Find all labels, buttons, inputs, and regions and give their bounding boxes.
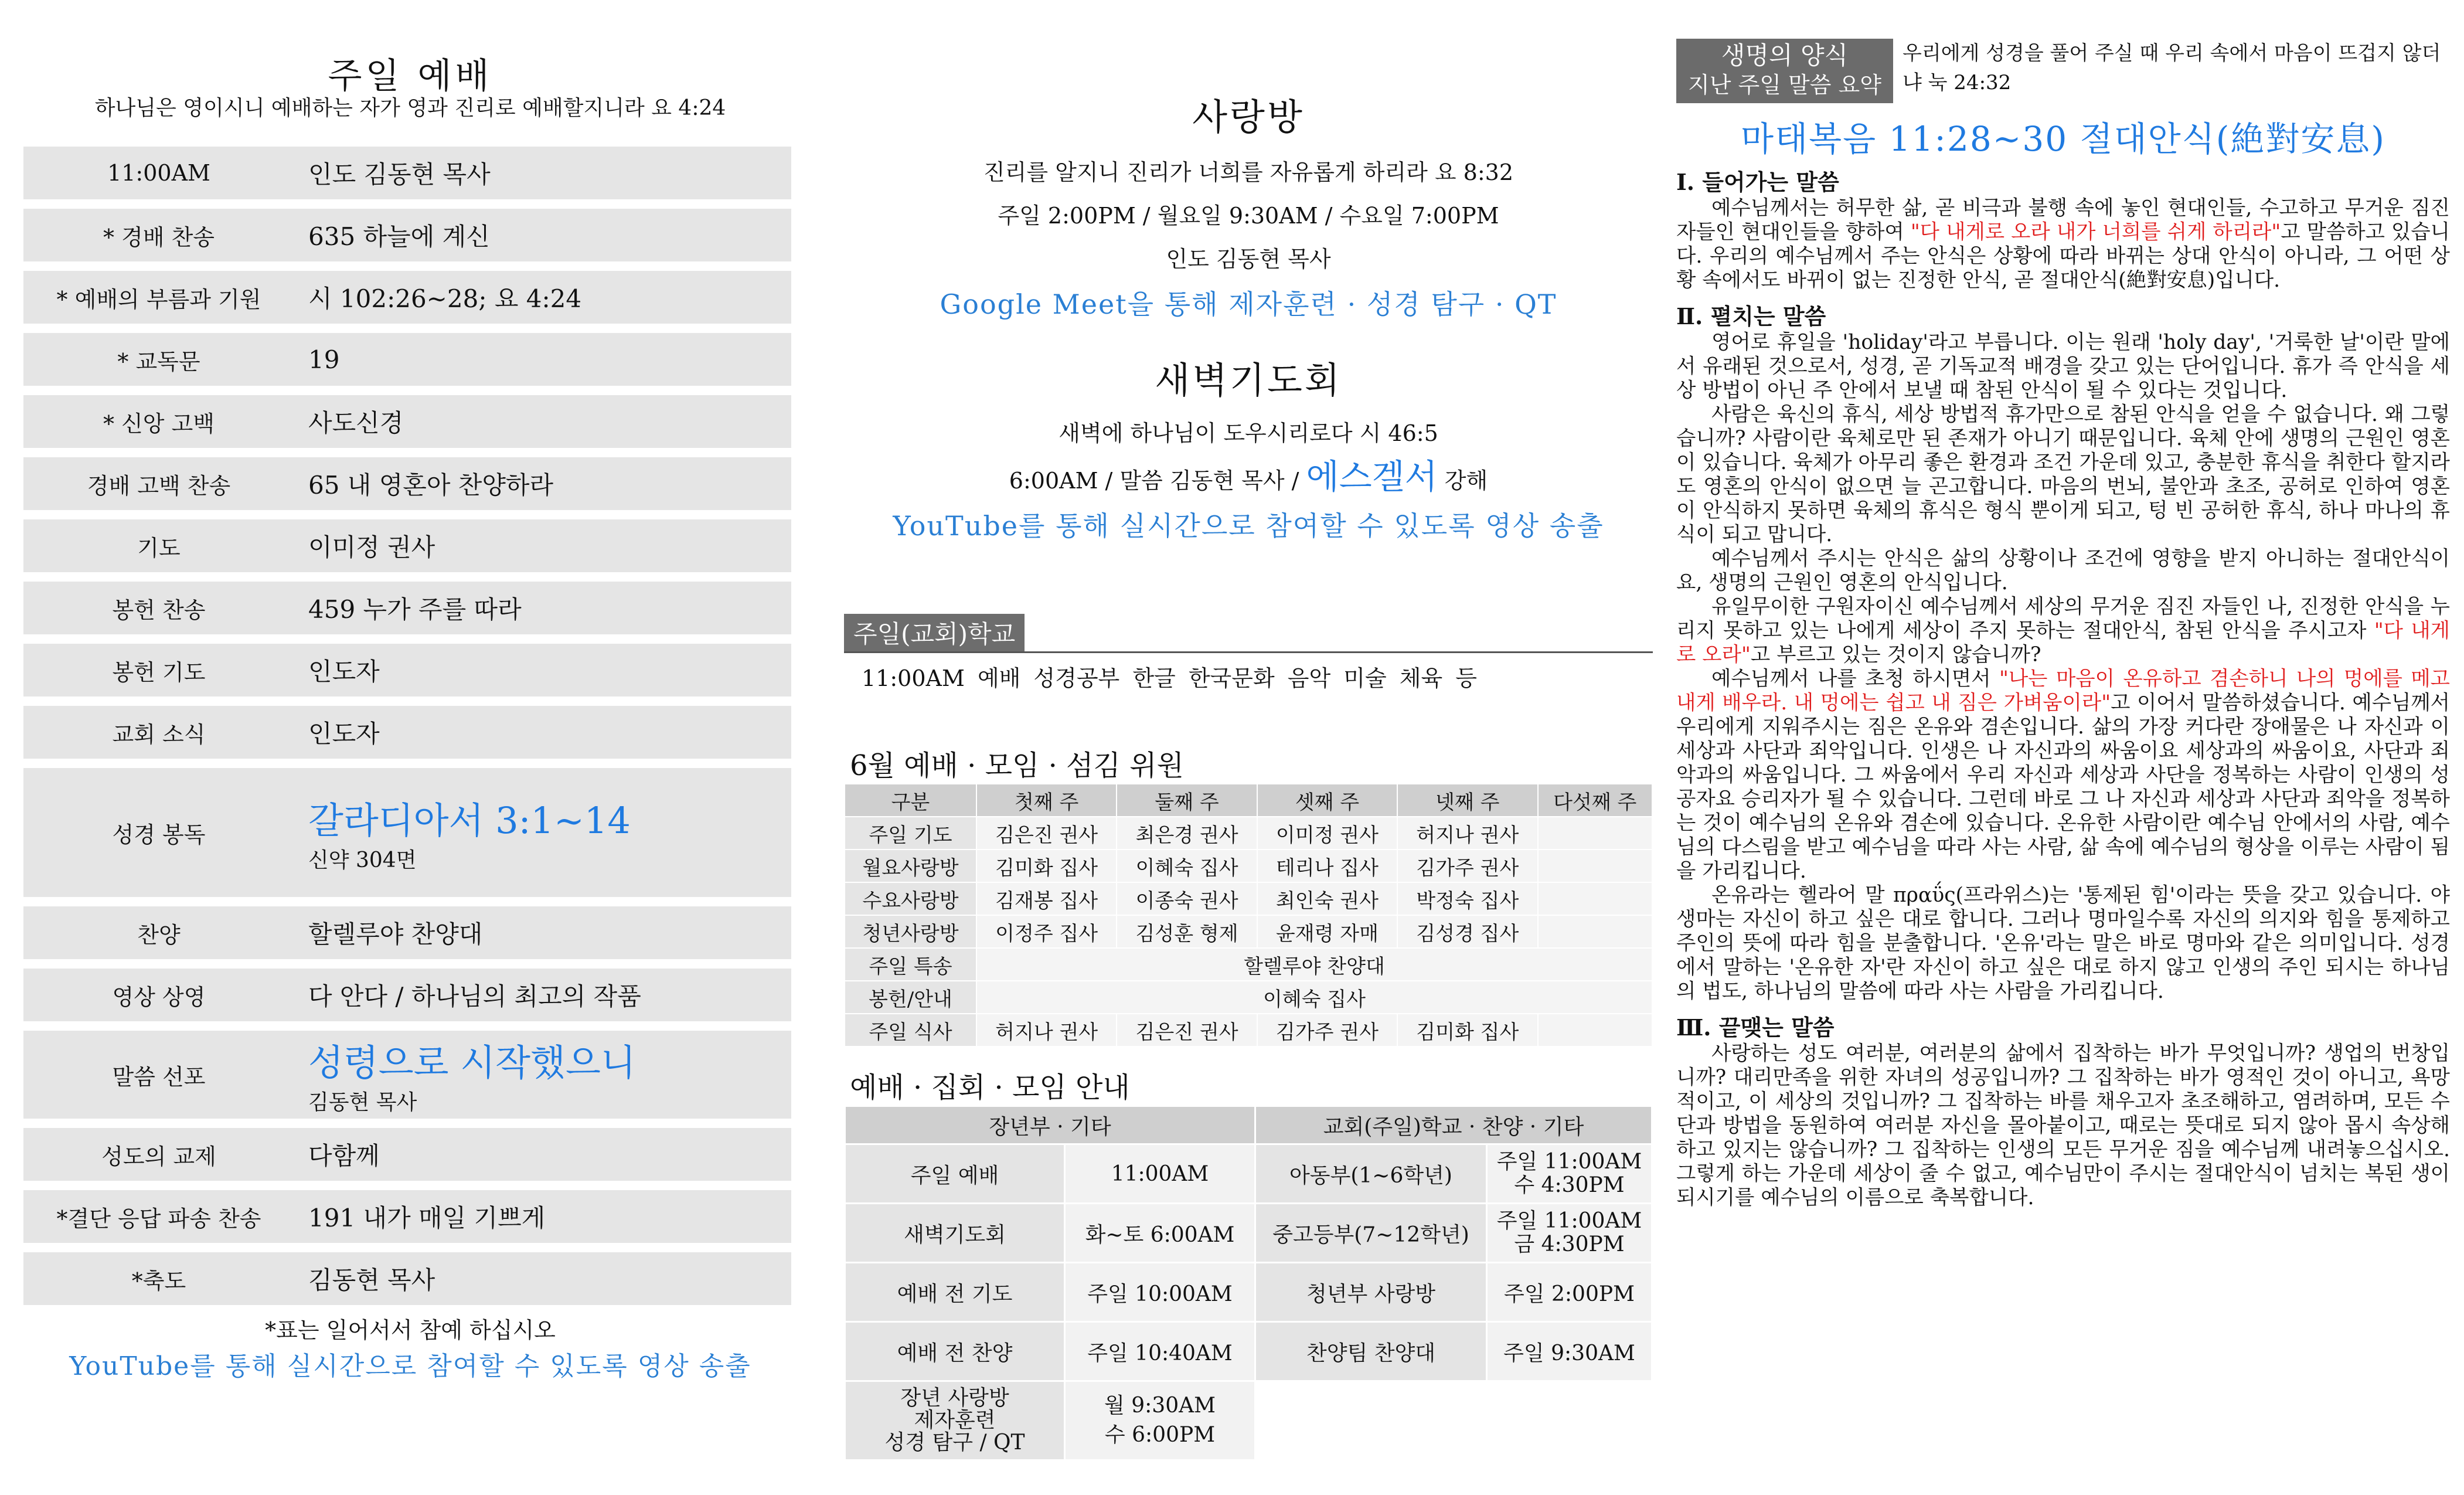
dawn-prayer-suffix: 강해 [1444,468,1488,494]
table-cell: 김은진 권사 [1117,1014,1257,1046]
order-row [23,457,791,510]
summary-paragraph: 영어로 휴일을 'holiday'라고 부릅니다. 이는 원래 'holy day', '거룩한 날'이란 말에서 유래된 것으로서, 성경, 곧 기독교적 배경을 갖고 있는 단어입니다. 휴가 즉 안식을 세상 방법이 아닌 주 안에서 보낼 때 참된 안식이 될 수 있다는 것입니다. [1676,331,2450,402]
dawn-prayer-title: 새벽기도회 [1155,359,1342,402]
dawn-prayer-time: 6:00AM / 말씀 김동현 목사 / [1009,468,1299,494]
table-cell: 김가주 권사 [1397,850,1537,882]
quote-text: "다 내게로 오라 내가 너희를 쉬게 하리라" [1910,220,2281,244]
table-cell: 최은경 권사 [1117,817,1257,850]
sarangbang-title: 사랑방 [1192,96,1305,138]
order-row [23,906,791,959]
sarangbang-verse: 진리를 알지니 진리가 너희를 자유롭게 하리라 요 8:32 [983,159,1514,185]
order-label: 성도의 교제 [101,1143,216,1170]
table-cell: 봉헌/안내 [845,981,976,1014]
table-cell: 이혜숙 집사 [1117,850,1257,882]
order-label: *축도 [131,1268,186,1294]
table-cell [1538,1014,1652,1046]
table-row [845,948,1652,981]
meetings-guide [844,1065,1653,1461]
order-label: 교회 소식 [112,721,206,748]
sermon [294,1034,791,1116]
order-value: 인도자 [308,657,380,686]
quote-text: "다 내게로 오라" [1676,619,2450,667]
table-header: 장년부 · 기타 [845,1106,1255,1144]
table-cell: 주일 11:00AM 금 4:30PM [1487,1204,1652,1263]
table-row [845,1322,1652,1381]
table-cell [1538,915,1652,948]
table-cell: 주일 식사 [845,1014,976,1046]
worship-subtitle: 하나님은 영이시니 예배하는 자가 영과 진리로 예배할지니라 요 4:24 [94,96,726,120]
table-cell: 주일 2:00PM [1487,1263,1652,1322]
order-row [23,147,791,199]
table-cell: 11:00AM [1065,1144,1255,1204]
table-header-row [845,1106,1652,1144]
duty-roster [844,743,1653,1047]
table-header: 첫째 주 [976,784,1117,817]
order-label: 경배 고백 찬송 [87,473,231,499]
table-cell: 주일 11:00AM 수 4:30PM [1487,1144,1652,1204]
order-label: 말씀 선포 [112,1064,206,1090]
order-row [23,519,791,572]
table-header: 다섯째 주 [1538,784,1652,817]
table-header: 구분 [845,784,976,817]
summary-label-main: 생명의 양식 [1721,41,1849,70]
order-row [23,706,791,759]
scripture-page: 신약 304면 [308,848,417,872]
meetings-column [844,0,1653,1495]
table-cell: 이종숙 권사 [1117,882,1257,915]
table-row [845,981,1652,1014]
table-cell: 아동부(1~6학년) [1255,1144,1487,1204]
table-cell [1255,1381,1487,1460]
dawn-prayer-book: 에스겔서 [1306,457,1438,497]
order-value: 635 하늘에 계신 [308,222,490,251]
dawn-prayer-info [844,455,1653,502]
order-row [23,644,791,696]
paragraph-text: 예수님께서 나를 초청 하시면서 [1711,667,1999,691]
order-row [23,333,791,386]
table-row [845,817,1652,850]
order-row [23,1128,791,1181]
table-cell: 김성경 집사 [1397,915,1537,948]
table-row [845,850,1652,882]
table-cell: 테리나 집사 [1257,850,1397,882]
order-value: 할렐루야 찬양대 [308,920,483,949]
table-cell [1538,850,1652,882]
sermon-title: 성령으로 시작했으니 [308,1041,636,1084]
table-row [845,882,1652,915]
table-cell: 김가주 권사 [1257,1014,1397,1046]
table-cell: 찬양팀 찬양대 [1255,1322,1487,1381]
table-header: 넷째 주 [1397,784,1537,817]
sermon-summary-header [1676,39,2450,103]
table-cell: 김성훈 형제 [1117,915,1257,948]
table-cell: 이정주 집사 [976,915,1117,948]
worship-column [23,0,797,1495]
table-cell: 월 9:30AM 수 6:00PM [1065,1381,1255,1460]
order-row [23,1252,791,1305]
table-cell: 주일 9:30AM [1487,1322,1652,1381]
dawn-prayer-verse: 새벽에 하나님이 도우시리로다 시 46:5 [1059,420,1438,446]
order-row [23,271,791,324]
order-label: 영상 상영 [112,984,206,1010]
table-cell: 청년사랑방 [845,915,976,948]
duty-table [844,783,1653,1047]
order-label: 기도 [137,535,181,561]
paragraph-text: 고 부르고 있는 것이지 않습니까? [1750,643,2041,667]
table-cell: 화~토 6:00AM [1065,1204,1255,1263]
summary-paragraph [1676,667,2450,884]
table-cell: 이미정 권사 [1257,817,1397,850]
table-cell: 새벽기도회 [845,1204,1065,1263]
order-value: 김동현 목사 [308,1266,435,1294]
table-cell: 윤재령 자매 [1257,915,1397,948]
table-row [845,915,1652,948]
section-heading: Ⅲ. 끝맺는 말씀 [1676,1014,1835,1041]
order-value: 19 [308,345,340,374]
scripture-reading-row [23,768,791,897]
table-cell: 수요사랑방 [845,882,976,915]
order-value: 다 안다 / 하나님의 최고의 작품 [308,982,641,1011]
section-heading: Ⅰ. 들어가는 말씀 [1676,169,1839,195]
sunday-school-programs: 11:00AM 예배 성경공부 한글 한국문화 음악 미술 체육 등 [862,665,1477,691]
table-cell [1538,882,1652,915]
order-row [23,395,791,448]
order-label: 봉헌 찬송 [112,597,206,623]
order-label: 찬양 [137,922,181,948]
section-heading: Ⅱ. 펼치는 말씀 [1676,303,1826,329]
worship-title: 주일 예배 [328,56,493,97]
summary-paragraph [1676,595,2450,667]
quote-text: "나는 마음이 온유하고 겸손하니 나의 멍에를 메고 내게 배우라. 내 멍에는 쉽고 내 짐은 가벼움이라" [1676,667,2450,715]
table-cell: 청년부 사랑방 [1255,1263,1487,1322]
order-label: 봉헌 기도 [112,659,206,685]
order-label: *결단 응답 파송 찬송 [56,1205,261,1232]
order-row [23,1190,791,1243]
order-value: 이미정 권사 [308,533,435,562]
standing-note: *표는 일어서서 참예 하십시오 [265,1317,556,1343]
table-cell: 김재봉 집사 [976,882,1117,915]
sunday-school-title: 주일(교회)학교 [844,614,1025,651]
table-cell: 최인숙 권사 [1257,882,1397,915]
order-value: 시 102:26~28; 요 4:24 [308,284,582,313]
table-cell: 주일 10:00AM [1065,1263,1255,1322]
table-row [845,1204,1652,1263]
order-value: 사도신경 [308,409,404,437]
youtube-notice: YouTube를 통해 실시간으로 참여할 수 있도록 영상 송출 [69,1351,751,1381]
table-cell: 박정숙 집사 [1397,882,1537,915]
table-row [845,1381,1652,1460]
table-cell: 예배 전 찬양 [845,1322,1065,1381]
scripture-reference: 갈라디아서 3:1~14 [308,799,631,842]
sermon-row [23,1031,791,1119]
order-value: 인도자 [308,719,380,748]
summary-paragraph: 예수님께서 주시는 안식은 삶의 상황이나 조건에 영향을 받지 아니하는 절대안식이요, 생명의 근원인 영혼의 안식입니다. [1676,547,2450,594]
table-cell: 예배 전 기도 [845,1263,1065,1322]
table-header: 셋째 주 [1257,784,1397,817]
paragraph-text: 예수님께서는 허무한 삶, 곧 비극과 불행 속에 놓인 현대인들, 수고하고 무거운 짐진 자들인 현대인들을 향하여 [1676,196,2450,244]
order-value: 다함께 [308,1141,380,1170]
order-label: 11:00AM [107,160,210,186]
order-value: 459 누가 주를 따라 [308,595,522,624]
order-row [23,209,791,261]
summary-paragraph [1676,196,2450,293]
sarangbang-leader: 인도 김동현 목사 [1166,246,1331,272]
order-value: 인도 김동현 목사 [308,160,491,189]
summary-title: 마태복음 11:28~30 절대안식(絶對安息) [1741,119,2385,159]
order-label: * 신앙 고백 [103,410,215,437]
table-cell: 할렐루야 찬양대 [976,948,1652,981]
sermon-summary-column [1676,0,2450,1495]
table-row [845,1144,1652,1204]
order-value: 191 내가 매일 기쁘게 [308,1204,546,1232]
summary-verse: 우리에게 성경을 풀어 주실 때 우리 속에서 마음이 뜨겁지 않더냐 눅 24:32 [1903,42,2441,94]
table-cell: 김미화 집사 [976,850,1117,882]
table-cell: 주일 특송 [845,948,976,981]
order-value: 65 내 영혼아 찬양하라 [308,471,554,500]
google-meet-notice: Google Meet을 통해 제자훈련 · 성경 탐구 · QT [940,288,1557,320]
order-label: * 교독문 [117,348,200,375]
summary-paragraph: 사랑하는 성도 여러분, 여러분의 삶에서 집착하는 바가 무엇입니까? 생업의 번창입니까? 대리만족을 위한 자녀의 성공입니까? 그 집착하는 바가 영적인 것이 아니고, 욕망적이고, 이 세상의 것입니까? 그 집착하는 바를 채우고자 초조해하고, 염려하며, 모든 수단과 방법을 동원하여 여러분 자신을 몰아붙이고, 때로는 뜻대로 되지 않아 몹시 속상해하고 있지는 않습니까? 그 집착하는 인생의 모든 무거운 짐을 예수님께 내려놓으십시오. 그렇게 하는 가운데 세상이 줄 수 없고, 예수님만이 주시는 절대안식이 넘치는 복된 생이 되시기를 예수님의 이름으로 축복합니다. [1676,1042,2450,1209]
paragraph-text: 유일무이한 구원자이신 예수님께서 세상의 무거운 짐진 자들인 나, 진정한 안식을 누리지 못하고 있는 나에게 세상이 주지 못하는 절대안식, 참된 안식을 주시고자 [1676,595,2450,643]
table-cell: 중고등부(7~12학년) [1255,1204,1487,1263]
sermon-preacher: 김동현 목사 [308,1090,417,1115]
order-of-service [23,147,791,1305]
summary-label-sub: 지난 주일 말씀 요약 [1688,72,1881,98]
table-cell [1487,1381,1652,1460]
table-cell: 월요사랑방 [845,850,976,882]
duty-roster-title: 6월 예배 · 모임 · 섬김 위원 [850,749,1184,782]
table-cell [1538,817,1652,850]
table-row [845,1263,1652,1322]
summary-paragraph: 사람은 육신의 휴식, 세상 방법적 휴가만으로 참된 안식을 얻을 수 없습니다. 왜 그렇습니까? 사람이란 육체로만 된 존재가 아니기 때문입니다. 육체 안에 생명의 근원인 영혼이 있습니다. 육체가 아무리 좋은 환경과 조건 가운데 있고, 충분한 휴식을 취한다 할지라도 영혼의 안식이 없으면 늘 곤고합니다. 마음의 번뇌, 불안과 초조, 공허로 인하여 영혼이 안식하지 못하면 육체의 휴식은 형식 뿐이게 되고, 텅 빈 공허한 휴식, 하나 마나의 휴식이 되고 맙니다. [1676,403,2450,546]
table-cell: 주일 10:40AM [1065,1322,1255,1381]
summary-label-box [1676,39,1893,103]
meetings-table [844,1105,1653,1461]
scripture-reading [294,791,791,874]
table-cell: 장년 사랑방 제자훈련 성경 탐구 / QT [845,1381,1065,1460]
table-cell: 이혜숙 집사 [976,981,1652,1014]
meetings-title: 예배 · 집회 · 모임 안내 [850,1071,1130,1104]
sunday-school [844,614,1653,692]
order-label: 성경 봉독 [112,821,206,848]
table-cell: 주일 기도 [845,817,976,850]
table-cell: 허지나 권사 [976,1014,1117,1046]
order-label: * 경배 찬송 [103,224,215,250]
summary-paragraph: 온유라는 헬라어 말 πραΰς(프라위스)는 '통제된 힘'이라는 뜻을 갖고 있습니다. 야생마는 자신이 하고 싶은 대로 합니다. 그러나 명마일수록 자신의 의지와 힘을 통제하고 주인의 뜻에 따라 힘을 분출합니다. '온유'라는 말은 바로 명마와 같은 의미입니다. 성경에서 말하는 '온유한 자'란 자신이 하고 싶은 대로 하지 않고 인생의 주인 되시는 하나님의 법도, 하나님의 말씀에 따라 사는 사람을 가리킵니다. [1676,884,2450,1003]
table-row [845,1014,1652,1046]
order-label: * 예배의 부름과 기원 [56,286,261,312]
table-header: 둘째 주 [1117,784,1257,817]
table-cell: 김미화 집사 [1397,1014,1537,1046]
sarangbang-times: 주일 2:00PM / 월요일 9:30AM / 수요일 7:00PM [998,203,1499,229]
table-cell: 허지나 권사 [1397,817,1537,850]
table-header: 교회(주일)학교 · 찬양 · 기타 [1255,1106,1652,1144]
table-header-row [845,784,1652,817]
table-cell: 주일 예배 [845,1144,1065,1204]
paragraph-text: 고 말씀하고 있습니다. 우리의 예수님께서 주는 안식은 상황에 따라 바뀌는 상대 안식이 아니라, 그 어떤 상황 속에서도 바뀌이 없는 진정한 안식, 곧 절대안식(絶對安息)입니다. [1676,220,2450,292]
order-row [23,969,791,1021]
table-cell: 김은진 권사 [976,817,1117,850]
order-row [23,582,791,634]
youtube-notice: YouTube를 통해 실시간으로 참여할 수 있도록 영상 송출 [893,510,1604,542]
paragraph-text: 고 이어서 말씀하셨습니다. 예수님께서 우리에게 지워주시는 짐은 온유와 겸손입니다. 삶의 가장 커다란 장애물은 나 자신과 이 세상과 사단과 죄악입니다. 인생은 나 자신과의 싸움이요 세상과의 싸움이요, 사단과 죄악과의 싸움입니다. 그 싸움에서 우리 자신과 세상과 사단을 정복하는 사람이 인생의 성공자요 승리자가 될 수 있습니다. 그런데 바로 그 나 자신과 세상과 사단과 죄악을 정복하는 것이 예수님의 온유와 겸손에 있습니다. 온유한 사람이란 예수님 안에서의 사람, 예수님의 다스림을 받고 예수님을 따라 사는 사람, 삶 속에 예수님의 형상을 이루는 사람이 됨을 가리킵니다. [1676,691,2450,883]
